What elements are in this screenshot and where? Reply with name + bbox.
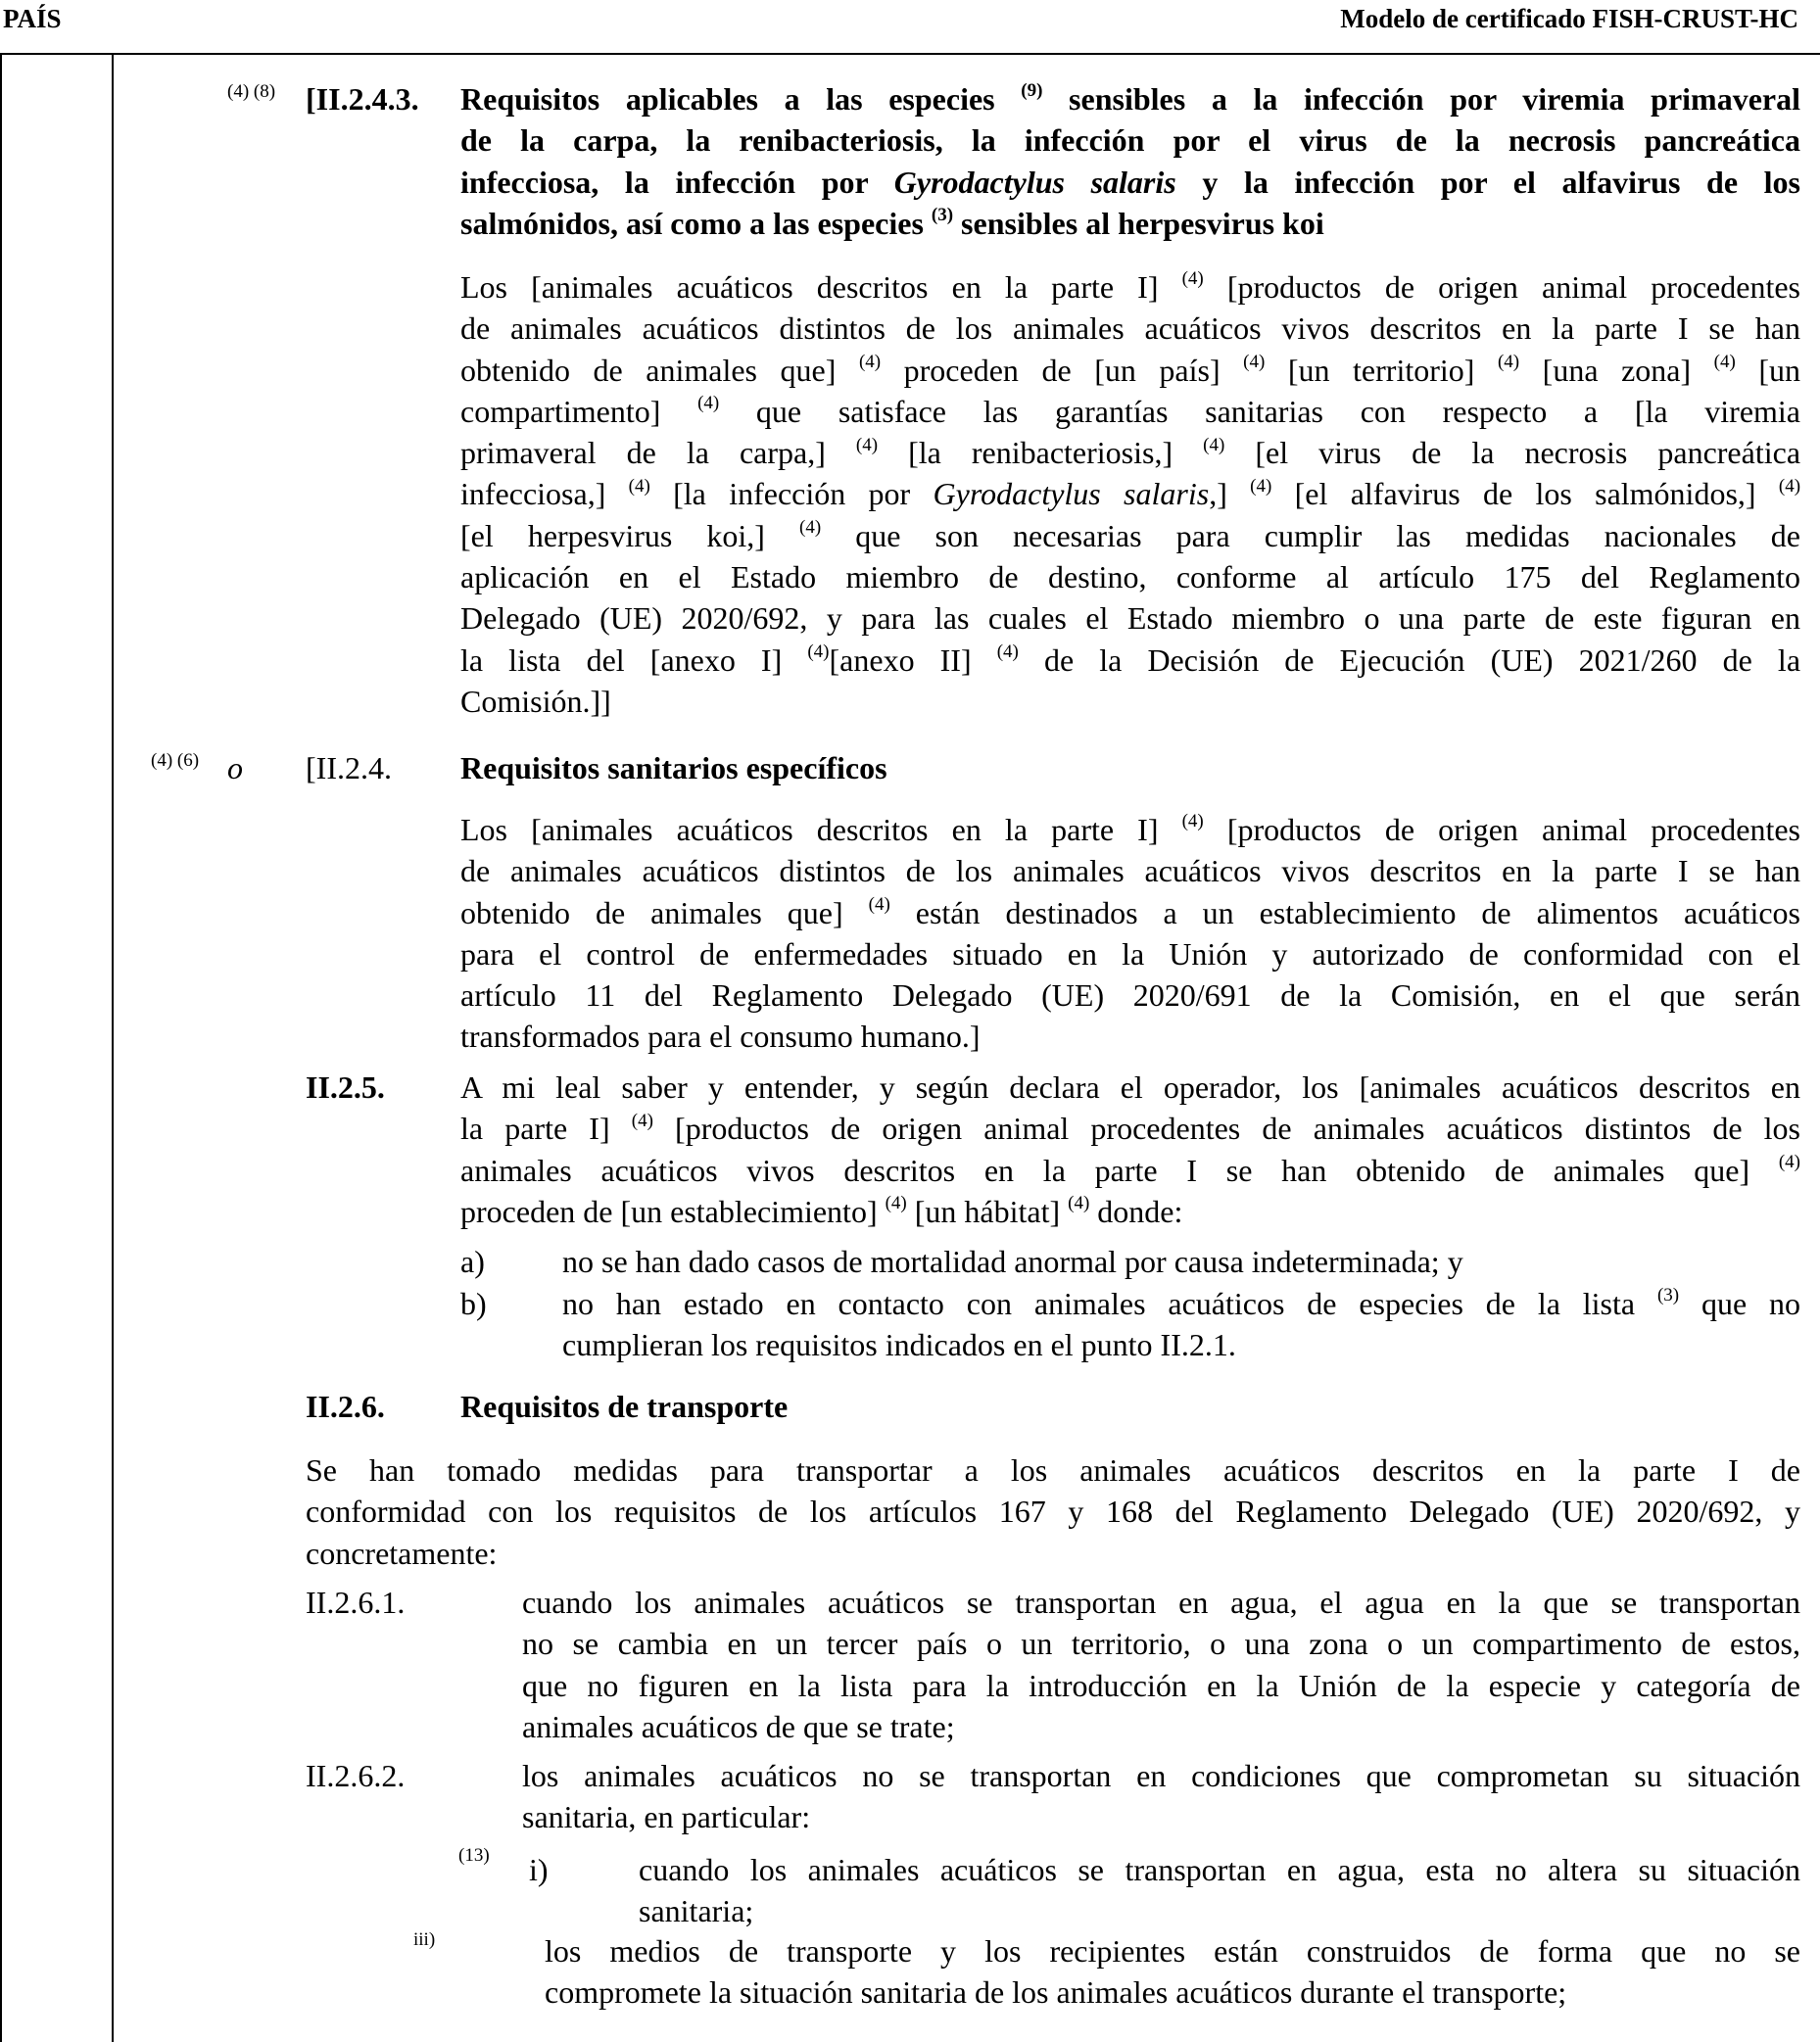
text-line: Los [animales acuáticos descritos en la parte I] $^{(4)}$ [productos de origen animal procedentes bbox=[460, 811, 1801, 847]
text-line: que no figuren en la lista para la introducción en la Unión de la especie y categoría de bbox=[522, 1667, 1800, 1703]
section-body bbox=[460, 809, 1800, 1058]
text-line: proceden de [un establecimiento] $^{(4)}$ [un hábitat] $^{(4)}$ donde: bbox=[460, 1193, 1183, 1229]
list-label: a) bbox=[460, 1244, 485, 1279]
section-number: II.2.5. bbox=[306, 1069, 385, 1105]
section-title: Requisitos sanitarios específicos bbox=[460, 750, 887, 785]
header-country-label: PAÍS bbox=[3, 4, 62, 33]
text-line: artículo 11 del Reglamento Delegado (UE) 2020/691 de la Comisión, en el que serán bbox=[460, 977, 1800, 1014]
section-number: [II.2.4.3. bbox=[306, 81, 419, 117]
text-line: cumplieran los requisitos indicados en el punto II.2.1. bbox=[562, 1327, 1236, 1363]
text-line: compromete la situación sanitaria de los animales acuáticos durante el transporte; bbox=[545, 1974, 1567, 2011]
text-line: cuando los animales acuáticos se transportan en agua, esta no altera su situación bbox=[639, 1852, 1800, 1887]
text-line: sanitaria, en particular: bbox=[522, 1799, 811, 1835]
list-label: i) bbox=[529, 1852, 549, 1887]
title-line: salmónidos, así como a las especies $^{(3)}$ sensibles al herpesvirus koi bbox=[460, 205, 1324, 241]
subsection-number: II.2.6.2. bbox=[306, 1758, 406, 1793]
text-line: Se han tomado medidas para transportar a los animales acuáticos descritos en la parte I de bbox=[306, 1452, 1800, 1488]
list-label: b) bbox=[460, 1286, 487, 1321]
text-line: Los [animales acuáticos descritos en la parte I] $^{(4)}$ [productos de origen animal procedentes bbox=[460, 268, 1801, 305]
header-rule bbox=[0, 53, 1820, 55]
text-line: de animales acuáticos distintos de los animales acuáticos vivos descritos en la parte I se han bbox=[460, 853, 1800, 889]
subsection-text bbox=[522, 1582, 1800, 1747]
title-line: Requisitos aplicables a las especies $^{(9)}$ sensibles a la infección por viremia primaveral bbox=[460, 80, 1801, 117]
text-line: sanitaria; bbox=[639, 1893, 754, 1929]
text-line: animales acuáticos vivos descritos en la parte I se han obtenido de animales que] $^{(4)}$ bbox=[460, 1151, 1800, 1188]
text-line: para el control de enfermedades situado en la Unión y autorizado de conformidad con el bbox=[460, 935, 1800, 972]
subsection-text bbox=[522, 1755, 1800, 1838]
margin-column-line bbox=[112, 54, 114, 2042]
text-line: transformados para el consumo humano.] bbox=[460, 1019, 981, 1055]
text-line: [el herpesvirus koi,] $^{(4)}$ que son necesarias para cumplir las medidas nacionales de bbox=[460, 517, 1800, 553]
text-line: primaveral de la carpa,] $^{(4)}$ [la renibacteriosis,] $^{(4)}$ [el virus de la necrosis pancreática bbox=[460, 434, 1801, 471]
subsection-number: II.2.6.1. bbox=[306, 1585, 406, 1620]
list-item-text: no se han dado casos de mortalidad anormal por causa indeterminada; y bbox=[562, 1244, 1463, 1279]
title-line: infecciosa, la infección por Gyrodactylus salaris y la infección por el alfavirus de los bbox=[460, 164, 1800, 200]
alternative-marker: o bbox=[227, 750, 243, 785]
text-line: obtenido de animales que] $^{(4)}$ están destinados a un establecimiento de alimentos acuáticos bbox=[460, 893, 1800, 930]
list-label: iii) bbox=[413, 1929, 436, 1950]
text-line: animales acuáticos de que se trate; bbox=[522, 1708, 955, 1744]
text-line: obtenido de animales que] $^{(4)}$ proceden de [un país] $^{(4)}$ [un territorio] $^{(4)}$ [una zona] $^{(4)}$ [un bbox=[460, 351, 1801, 388]
list-item-text bbox=[639, 1849, 1800, 1932]
text-line: la parte I] $^{(4)}$ [productos de origen animal procedentes de animales acuáticos distintos de los bbox=[460, 1110, 1801, 1147]
text-line: la lista del [anexo I] $^{(4)}$[anexo II] $^{(4)}$ de la Decisión de Ejecución (UE) 2021/260 de la bbox=[460, 641, 1801, 678]
text-line: aplicación en el Estado miembro de destino, conforme al artículo 175 del Reglamento bbox=[460, 559, 1800, 595]
list-item-text bbox=[545, 1930, 1800, 2014]
section-body bbox=[460, 1067, 1800, 1232]
text-line: los animales acuáticos no se transportan en condiciones que comprometan su situación bbox=[522, 1758, 1800, 1793]
text-line: no han estado en contacto con animales acuáticos de especies de la lista $^{(3)}$ que no bbox=[562, 1285, 1801, 1321]
text-line: Comisión.]] bbox=[460, 683, 611, 719]
left-border-line bbox=[0, 54, 2, 2042]
header-certificate-model: Modelo de certificado FISH-CRUST-HC bbox=[1340, 4, 1798, 33]
footnote-ref: (4) (8) bbox=[227, 81, 276, 102]
text-line: conformidad con los requisitos de los artículos 167 y 168 del Reglamento Delegado (UE) 2020/692, y bbox=[306, 1494, 1800, 1530]
section-intro bbox=[306, 1449, 1800, 1574]
list-item-text bbox=[562, 1283, 1800, 1366]
section-title bbox=[460, 78, 1800, 244]
text-line: A mi leal saber y entender, y según declara el operador, los [animales acuáticos descritos en bbox=[460, 1069, 1800, 1105]
title-line: de la carpa, la renibacteriosis, la infección por el virus de la necrosis pancreática bbox=[460, 122, 1800, 159]
text-line: de animales acuáticos distintos de los animales acuáticos vivos descritos en la parte I se han bbox=[460, 310, 1800, 347]
section-body bbox=[460, 266, 1800, 722]
section-number: [II.2.4. bbox=[306, 750, 392, 785]
footnote-ref: (4) (6) bbox=[151, 750, 200, 771]
text-line: los medios de transporte y los recipientes están construidos de forma que no se bbox=[545, 1933, 1800, 1969]
section-title: Requisitos de transporte bbox=[460, 1389, 789, 1424]
text-line: infecciosa,] $^{(4)}$ [la infección por Gyrodactylus salaris,] $^{(4)}$ [el alfavirus de los salmónidos,] $^{(4)}$ bbox=[460, 475, 1801, 512]
section-number: II.2.6. bbox=[306, 1389, 385, 1424]
text-line: Delegado (UE) 2020/692, y para las cuales el Estado miembro o una parte de este figuran en bbox=[460, 600, 1800, 637]
text-line: concretamente: bbox=[306, 1535, 498, 1571]
text-line: no se cambia en un tercer país o un territorio, o una zona o un compartimento de estos, bbox=[522, 1626, 1800, 1662]
text-line: cuando los animales acuáticos se transportan en agua, el agua en la que se transportan bbox=[522, 1585, 1800, 1620]
text-line: compartimento] $^{(4)}$ que satisface las garantías sanitarias con respecto a [la viremia bbox=[460, 393, 1801, 429]
footnote-ref: (13) bbox=[458, 1845, 490, 1866]
